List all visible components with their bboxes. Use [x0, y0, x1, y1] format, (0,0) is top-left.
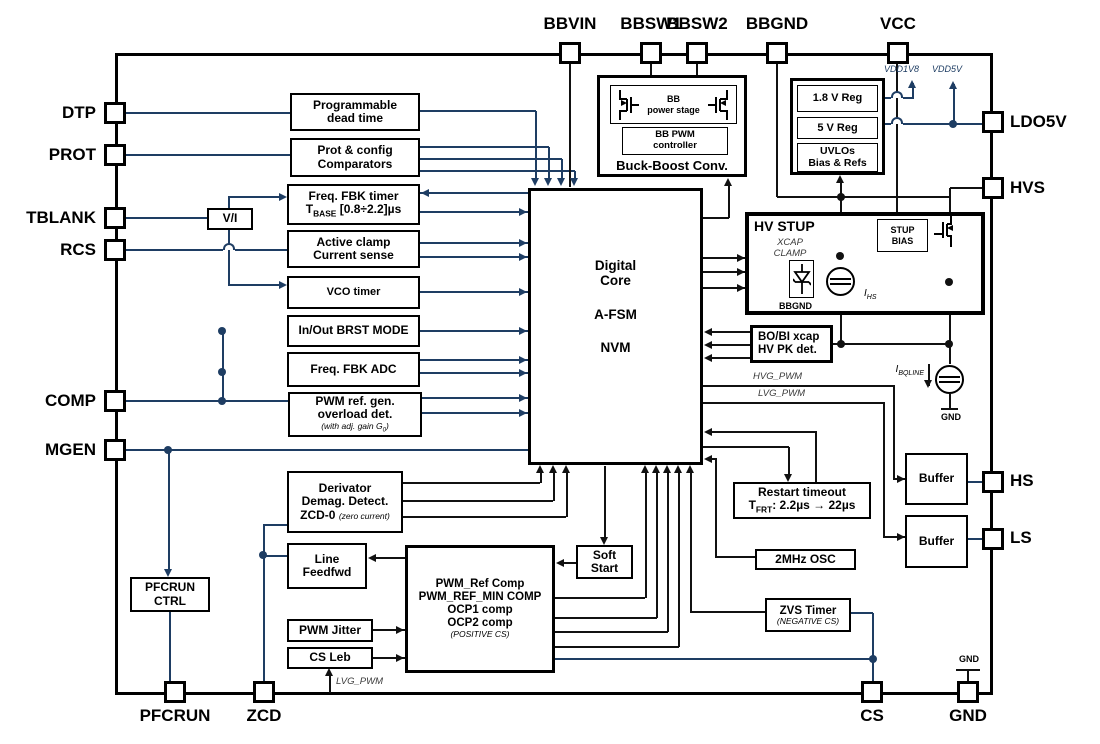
pin-cs — [861, 681, 883, 703]
pin-label-bbvin: BBVIN — [543, 14, 597, 33]
junction-dot — [837, 193, 845, 201]
block-pfcrun-ctrl: PFCRUN CTRL — [130, 577, 210, 612]
block-stup-bias: STUP BIAS — [877, 219, 928, 252]
pin-label-vcc: VCC — [880, 14, 916, 33]
block-2mhz-osc: 2MHz OSC — [755, 549, 856, 570]
pin-label-gnd: GND — [949, 706, 987, 725]
block-restart-timeout: Restart timeout $T_{FRT}$: 2.2µs → 22µs — [733, 482, 871, 519]
pin-label-ldo5v: LDO5V — [1010, 112, 1067, 131]
block-buffer-hs: Buffer — [905, 453, 968, 505]
block-pwm-comparators: PWM_Ref Comp PWM_REF_MIN COMP OCP1 comp OCP2 comp (POSITIVE CS) — [405, 545, 555, 673]
pin-label-bbgnd: BBGND — [745, 14, 809, 33]
block-1v8-reg: 1.8 V Reg — [797, 85, 878, 112]
pin-label-bbsw2: BBSW2 — [666, 14, 728, 33]
lvg-pwm-label-2: LVG_PWM — [336, 676, 383, 687]
pin-label-cs: CS — [860, 706, 884, 725]
vdd5v-label: VDD5V — [932, 64, 963, 74]
block-cs-leb: CS Leb — [287, 647, 373, 669]
block-line-feedfwd: Line Feedfwd — [287, 543, 367, 589]
pin-zcd — [253, 681, 275, 703]
mosfet-icon — [708, 90, 734, 120]
xcap-clamp-label: XCAP CLAMP — [773, 237, 807, 260]
mosfet-icon — [934, 213, 962, 247]
block-zvs-timer: ZVS Timer (NEGATIVE CS) — [765, 598, 851, 632]
junction-dot — [218, 368, 226, 376]
hvg-pwm-label: HVG_PWM — [753, 371, 803, 382]
block-soft-start: Soft Start — [576, 545, 633, 579]
hv-stup-title: HV STUP — [754, 218, 815, 234]
pin-label-ls: LS — [1010, 528, 1032, 547]
pin-bbsw2 — [686, 42, 708, 64]
ground-icon: GND — [959, 654, 979, 664]
pin-label-prot: PROT — [48, 145, 96, 164]
ground-icon: GND — [941, 412, 961, 422]
pin-bbsw1 — [640, 42, 662, 64]
block-5v-reg: 5 V Reg — [797, 117, 878, 139]
block-prot-config-comparators: Prot & config Comparators — [290, 138, 420, 177]
junction-dot — [837, 340, 845, 348]
pin-rcs — [104, 239, 126, 261]
zener-diode-icon — [793, 264, 811, 294]
pin-dtp — [104, 102, 126, 124]
pin-label-rcs: RCS — [60, 240, 96, 259]
wire-hop — [891, 117, 903, 124]
junction-dot — [869, 655, 877, 663]
pin-pfcrun — [164, 681, 186, 703]
block-vco-timer: VCO timer — [287, 276, 420, 309]
block-active-clamp: Active clamp Current sense — [287, 230, 420, 268]
block-buck-boost-title: Buck-Boost Conv. — [616, 158, 728, 173]
pin-label-tblank: TBLANK — [26, 208, 96, 227]
junction-dot — [949, 120, 957, 128]
current-source-icon — [825, 266, 856, 297]
pin-label-hs: HS — [1010, 471, 1034, 490]
pin-label-pfcrun: PFCRUN — [139, 706, 211, 725]
junction-dot — [259, 551, 267, 559]
block-vi: V/I — [207, 208, 253, 230]
block-bo-bi-hv-pk: BO/BI xcap HV PK det. — [750, 325, 833, 363]
pin-bbgnd — [766, 42, 788, 64]
block-digital-core: Digital Core A-FSM NVM — [528, 188, 703, 465]
junction-dot — [218, 327, 226, 335]
pin-prot — [104, 144, 126, 166]
pin-vcc — [887, 42, 909, 64]
ibqline-label: $I_{BQLINE}$ — [895, 364, 924, 377]
junction-dot — [218, 397, 226, 405]
zener-clamp-box — [789, 260, 814, 298]
pin-tblank — [104, 207, 126, 229]
pin-label-comp: COMP — [45, 391, 96, 410]
pin-bbvin — [559, 42, 581, 64]
block-uvlos: UVLOs Bias & Refs — [797, 143, 878, 172]
pin-comp — [104, 390, 126, 412]
lvg-pwm-label: LVG_PWM — [758, 388, 805, 399]
pin-label-dtp: DTP — [62, 103, 96, 122]
pin-hvs — [982, 177, 1004, 199]
junction-dot — [164, 446, 172, 454]
block-bb-pwm-controller: BB PWM controller — [622, 127, 728, 155]
block-derivator: Derivator Demag. Detect. ZCD-0 (zero current) — [287, 471, 403, 533]
current-source-icon — [934, 364, 965, 395]
pin-label-bbsw1: BBSW1 — [620, 14, 682, 33]
pin-gnd — [957, 681, 979, 703]
block-brst-mode: In/Out BRST MODE — [287, 315, 420, 347]
block-freq-fbk-adc: Freq. FBK ADC — [287, 352, 420, 387]
bbgnd-clamp-label: BBGND — [779, 301, 812, 311]
pin-label-hvs: HVS — [1010, 178, 1045, 197]
pin-ldo5v — [982, 111, 1004, 133]
pin-ls — [982, 528, 1004, 550]
mosfet-icon — [613, 90, 639, 120]
block-programmable-dead-time: Programmable dead time — [290, 93, 420, 131]
pin-mgen — [104, 439, 126, 461]
block-pwm-jitter: PWM Jitter — [287, 619, 373, 642]
wire-hop — [891, 91, 903, 98]
junction-dot — [945, 340, 953, 348]
wire-hop — [223, 243, 235, 250]
pin-label-mgen: MGEN — [45, 440, 96, 459]
junction-dot — [836, 252, 844, 260]
pin-hs — [982, 471, 1004, 493]
block-pwm-ref-gen: PWM ref. gen. overload det. (with adj. gain $G_0$) — [288, 392, 422, 437]
junction-dot — [945, 278, 953, 286]
block-bb-power-stage: BB power stage — [610, 85, 737, 124]
block-buffer-ls: Buffer — [905, 515, 968, 568]
block-freq-fbk-timer: Freq. FBK timer $T_{BASE}$ [0.8÷2.2]µs — [287, 184, 420, 225]
vdd1v8-label: VDD1V8 — [884, 64, 920, 74]
ihs-label: $I_{HS}$ — [864, 288, 877, 301]
pin-label-zcd: ZCD — [246, 706, 282, 725]
